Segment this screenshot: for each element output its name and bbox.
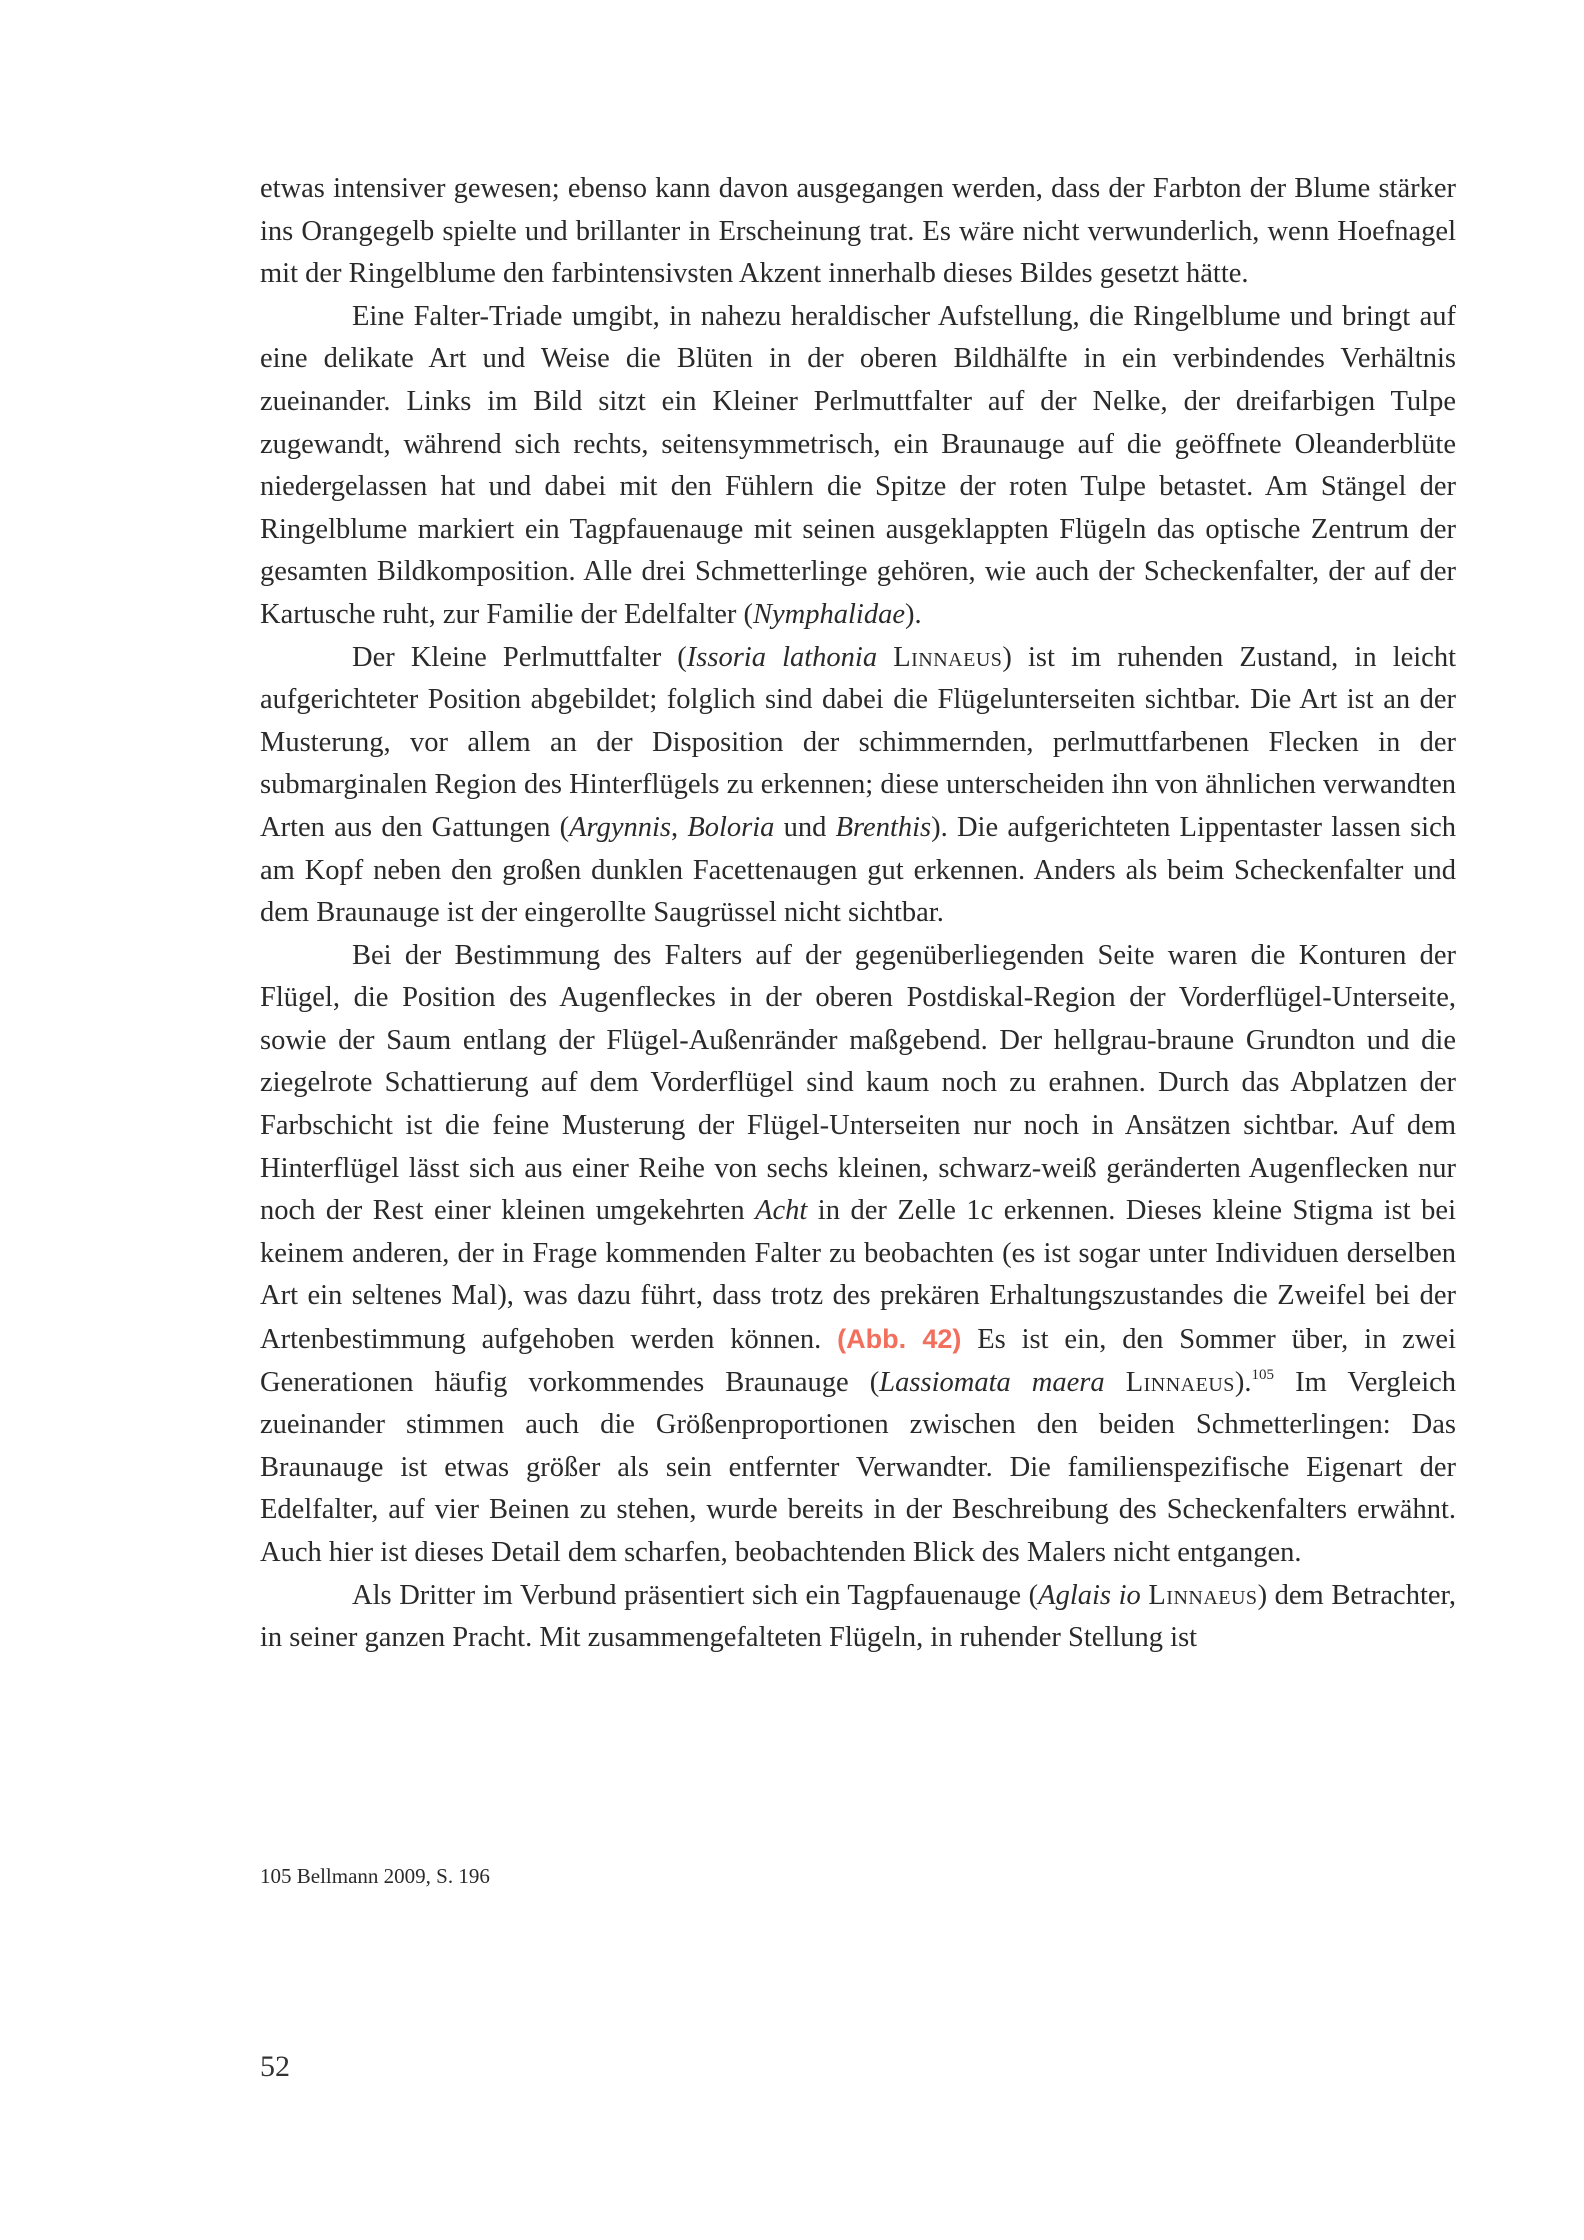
paragraph-4-text-e: Im Vergleich zueinander stimmen auch die Größenproportionen zwischen den beiden Schmetterlingen: Das Braunauge ist etwas größer als sein entfernter Verwandter. Die familienspezifische Eigenart der Edelfalter, auf vier Beinen zu stehen, wurde bereits in der Beschreibung des Scheckenfalters erwähnt. Auch hier ist dieses Detail dem scharfen, beobachtenden Blick des Malers nicht entgangen.	[260, 1366, 1457, 1568]
genus-name: Brenthis	[835, 811, 932, 843]
species-author: Linnaeus	[1148, 1579, 1258, 1611]
separator: und	[774, 811, 836, 843]
footnote: 105 Bellmann 2009, S. 196	[260, 1864, 490, 1888]
paragraph-3-text-b: ) ist im ruhenden Zustand, in leicht aufgerichteter Position abgebildet; folglich sind dabei die Flügelunterseiten sichtbar. Die Art ist an der Musterung, vor allem an der Disposition der schimmernden, perlmuttfarbenen Flecken in der submarginalen Region des Hinterflügels zu erkennen; diese unterscheiden ihn von ähnlichen verwandten Arten aus den Gattungen (	[260, 641, 1456, 843]
paragraph-4-text-d: ).	[1234, 1366, 1252, 1398]
footnote-marker[interactable]: 105	[1251, 1366, 1275, 1383]
paragraph-5-text-a: Als Dritter im Verbund präsentiert sich ein Tagpfauenauge (	[352, 1579, 1039, 1611]
species-author: Linnaeus	[893, 641, 1003, 673]
taxon-name: Nymphalidae	[753, 598, 905, 630]
paragraph-5	[260, 1575, 1456, 1660]
paragraph-1-text: etwas intensiver gewesen; ebenso kann davon ausgegangen werden, dass der Farbton der Blume stärker ins Orangegelb spielte und brillanter in Erscheinung trat. Es wäre nicht verwunderlich, wenn Hoefnagel mit der Ringelblume den farbintensivsten Akzent innerhalb dieses Bildes gesetzt hätte.	[260, 173, 1456, 290]
paragraph-4-text-c: Es ist ein, den Sommer über, in zwei Generationen häufig vorkommendes Braunauge (	[260, 1324, 1456, 1398]
paragraph-2	[260, 296, 1456, 637]
paragraph-4-text-b: in der Zelle 1c erkennen. Dieses kleine Stigma ist bei keinem anderen, der in Frage kommenden Falter zu beobachten (es ist sogar unter Individuen derselben Art ein seltenes Mal), was dazu führt, dass trotz des prekären Erhaltungszustandes die Zweifel bei der Artenbestimmung aufgehoben werden können.	[260, 1195, 1456, 1356]
paragraph-3-text-a: Der Kleine Perlmuttfalter (	[352, 641, 687, 673]
genus-name: Argynnis	[569, 811, 671, 843]
genus-name: Boloria	[687, 811, 775, 843]
paragraph-5-text-b: ) dem Betrachter, in seiner ganzen Pracht. Mit zusammengefalteten Flügeln, in ruhender Stellung ist	[260, 1579, 1456, 1654]
species-author: Linnaeus	[1125, 1366, 1235, 1398]
paragraph-3-text-c: ). Die aufgerichteten Lippentaster lassen sich am Kopf neben den großen dunklen Facettenaugen gut erkennen. Anders als beim Scheckenfalter und dem Braunauge ist der eingerollte Saugrüssel nicht sichtbar.	[260, 811, 1456, 929]
body-text	[260, 168, 1456, 1660]
species-name: Aglais io	[1038, 1579, 1141, 1611]
emphasis: Acht	[755, 1195, 808, 1227]
figure-reference-link[interactable]: (Abb. 42)	[837, 1324, 962, 1355]
species-name: Lassiomata maera	[879, 1366, 1105, 1398]
species-name: Issoria lathonia	[686, 641, 878, 673]
paragraph-4	[260, 935, 1456, 1575]
page-number: 52	[260, 2050, 290, 2083]
paragraph-2-text-b: ).	[905, 598, 922, 630]
separator: ,	[670, 811, 688, 843]
paragraph-1	[260, 168, 1456, 296]
paragraph-4-text-a: Bei der Bestimmung des Falters auf der gegenüberliegenden Seite waren die Konturen der Flügel, die Position des Augenfleckes in der oberen Postdiskal-Region der Vorderflügel-Unterseite, sowie der Saum entlang der Flügel-Außenränder maßgebend. Der hellgrau-braune Grundton und die ziegelrote Schattierung auf dem Vorderflügel sind kaum noch zu erahnen. Durch das Abplatzen der Farbschicht ist die feine Musterung der Flügel-Unterseiten nur noch in Ansätzen sichtbar. Auf dem Hinterflügel lässt sich aus einer Reihe von sechs kleinen, schwarz-weiß geränderten Augenflecken nur noch der Rest einer kleinen umgekehrten	[260, 939, 1456, 1227]
paragraph-3	[260, 637, 1456, 935]
paragraph-2-text-a: Eine Falter-Triade umgibt, in nahezu heraldischer Aufstellung, die Ringelblume und bringt auf eine delikate Art und Weise die Blüten in der oberen Bildhälfte in ein verbindendes Verhältnis zueinander. Links im Bild sitzt ein Kleiner Perlmuttfalter auf der Nelke, der dreifarbigen Tulpe zugewandt, während sich rechts, seitensymmetrisch, ein Braunauge auf die geöffnete Oleanderblüte niedergelassen hat und dabei mit den Fühlern die Spitze der roten Tulpe betastet. Am Stängel der Ringelblume markiert ein Tagpfauenauge mit seinen ausgeklappten Flügeln das optische Zentrum der gesamten Bildkomposition. Alle drei Schmetterlinge gehören, wie auch der Scheckenfalter, der auf der Kartusche ruht, zur Familie der Edelfalter (	[260, 300, 1456, 630]
